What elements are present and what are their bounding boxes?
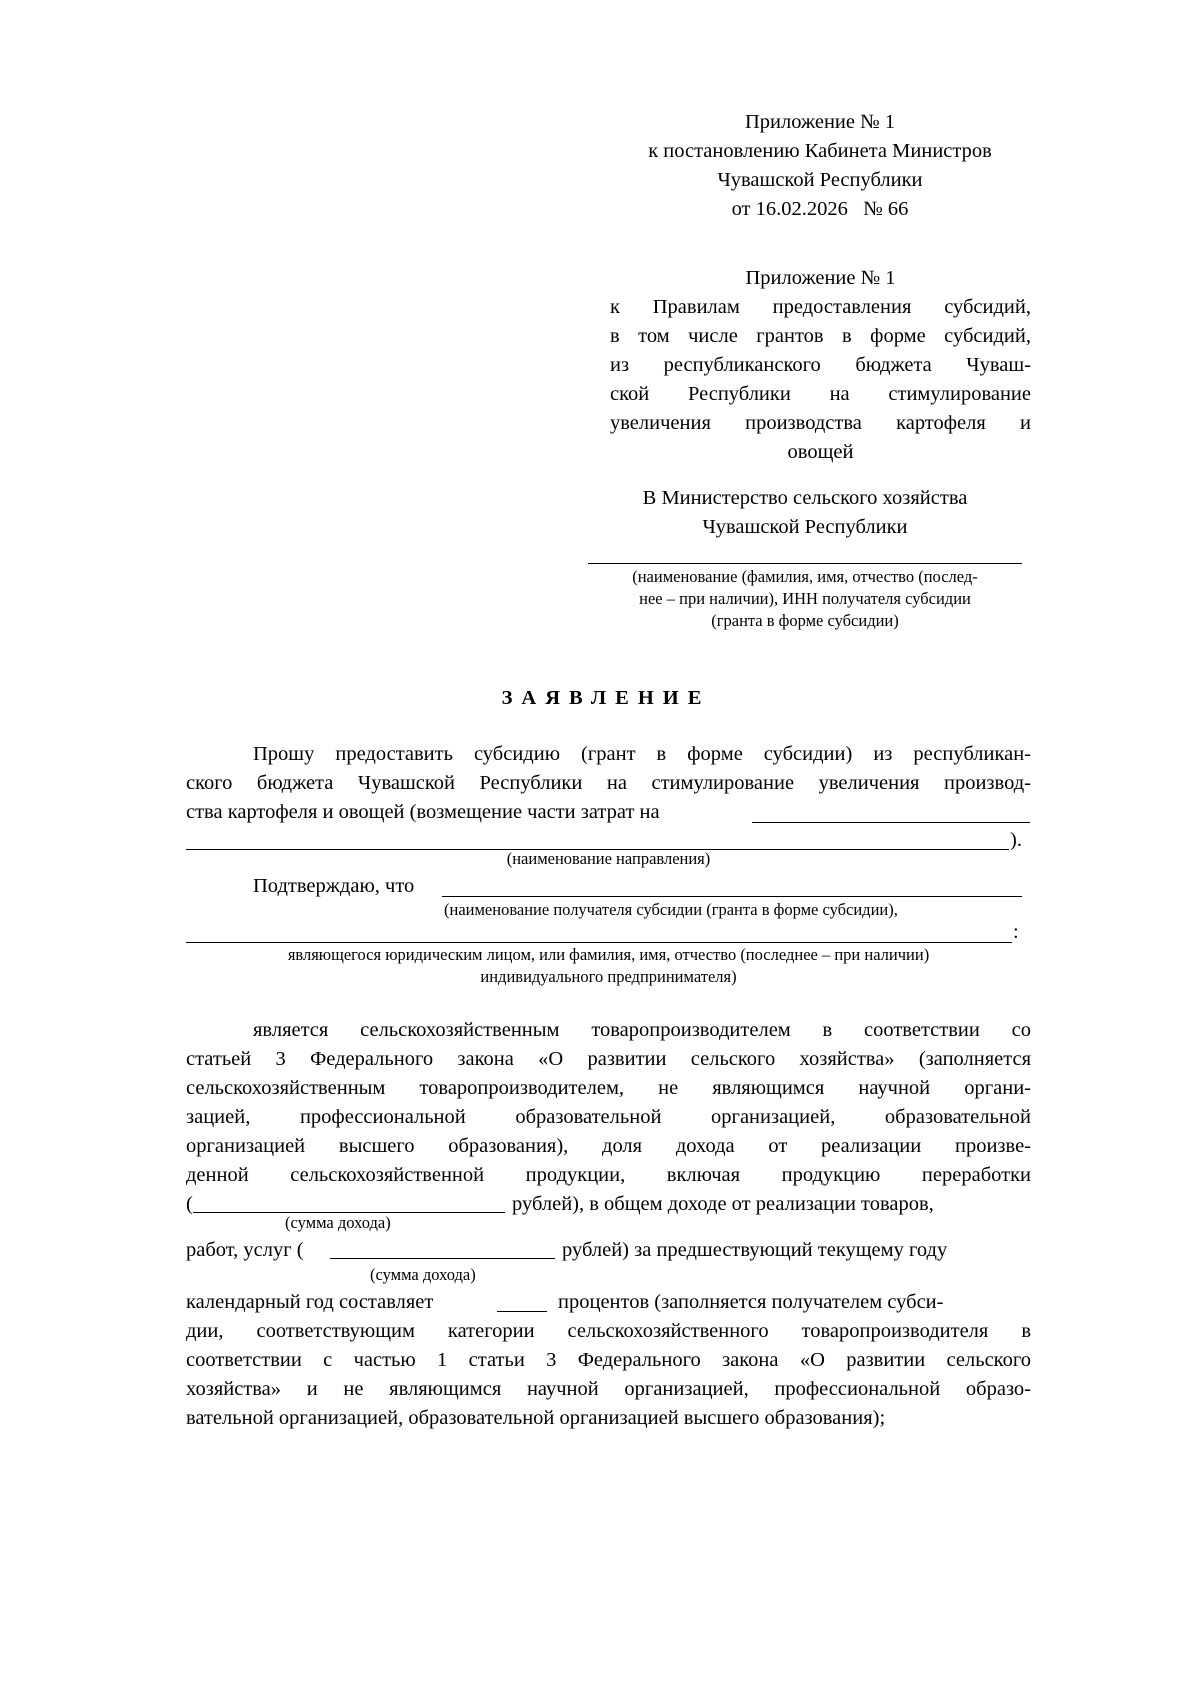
caption-line: являющегося юридическим лицом, или фамилия, имя, отчество (последнее – при наличии): [287, 945, 930, 964]
confirm-label: Подтверждаю, что: [253, 875, 415, 897]
direction-field-1[interactable]: [752, 822, 1030, 823]
works-start: работ, услуг (: [186, 1239, 304, 1261]
recipient-caption: (наименование получателя субсидии (гранта в форме субсидии),: [444, 900, 898, 919]
resolution-reference: к постановлению Кабинета Министров: [648, 140, 992, 162]
rules-line: из республиканского бюджета Чуваш-: [610, 354, 1031, 376]
body-paragraph: [186, 1016, 1031, 1190]
income-open: (: [186, 1193, 193, 1215]
ministry-name: В Министерство сельского хозяйства: [642, 487, 968, 509]
caption-line: нее – при наличии), ИНН получателя субсидии: [639, 589, 971, 608]
body-line: является сельскохозяйственным товаропроизводителем в соответствии со: [253, 1019, 1031, 1041]
tail-line: соответствии с частью 1 статьи 3 Федерального закона «О развитии сельского: [186, 1349, 1031, 1371]
rules-attachment-number: Приложение № 1: [745, 267, 896, 289]
resolution-date: от 16.02.2026 № 66: [731, 198, 909, 220]
caption-line: (наименование (фамилия, имя, отчество (послед-: [632, 567, 978, 586]
rules-line-last: овощей: [787, 441, 854, 463]
recipient-caption-2: [186, 944, 1031, 988]
direction-caption: (наименование направления): [506, 849, 711, 868]
attachment-header: [610, 108, 1030, 224]
works-rest: рублей) за предшествующий текущему году: [562, 1239, 948, 1261]
rules-line: в том числе грантов в форме субсидий,: [610, 325, 1031, 347]
income-caption: (сумма дохода): [285, 1213, 391, 1232]
income-rest: рублей), в общем доходе от реализации товаров,: [512, 1193, 934, 1215]
applicant-name-line[interactable]: [588, 563, 1022, 564]
body-line: денной сельскохозяйственной продукции, включая продукцию переработки: [186, 1164, 1031, 1186]
body-line: сельскохозяйственным товаропроизводителем, не являющимся научной органи-: [186, 1077, 1031, 1099]
caption-line: (гранта в форме субсидии): [711, 611, 899, 630]
request-line: ского бюджета Чувашской Республики на стимулирование увеличения производ-: [186, 772, 1031, 794]
percent-field[interactable]: [497, 1311, 547, 1312]
document-title: ЗАЯВЛЕНИЕ: [501, 687, 711, 709]
body-line: организацией высшего образования), доля дохода от реализации произве-: [186, 1135, 1031, 1157]
tail-line: хозяйства» и не являющимся научной организацией, профессиональной образо-: [186, 1378, 1031, 1400]
recipient-name-field-2[interactable]: [186, 942, 1012, 943]
rules-line: увеличения производства картофеля и: [610, 412, 1031, 434]
applicant-caption: [580, 566, 1030, 632]
tail-line-last: вательной организацией, образовательной организацией высшего образования);: [186, 1407, 886, 1429]
tail-line: дии, соответствующим категории сельскохозяйственного товаропроизводителя в: [186, 1320, 1031, 1342]
recipient-name-field[interactable]: [442, 896, 1022, 897]
request-paragraph: [186, 740, 1031, 798]
works-caption: (сумма дохода): [370, 1265, 476, 1284]
attachment-number: Приложение № 1: [744, 111, 896, 133]
request-close: ).: [1010, 829, 1022, 851]
caption-line: индивидуального предпринимателя): [480, 967, 737, 986]
republic-name: Чувашской Республики: [717, 169, 923, 191]
body-tail: [186, 1317, 1031, 1433]
rules-line: ской Республики на стимулирование: [610, 383, 1031, 405]
pct-rest: процентов (заполняется получателем субси-: [558, 1291, 944, 1313]
ministry-republic: Чувашской Республики: [702, 516, 908, 538]
works-amount-field[interactable]: [330, 1258, 555, 1259]
recipient-colon: :: [1013, 921, 1019, 943]
pct-start: календарный год составляет: [186, 1291, 434, 1313]
request-line: ства картофеля и овощей (возмещение части затрат на: [186, 801, 660, 823]
body-line: статьей 3 Федерального закона «О развитии сельского хозяйства» (заполняется: [186, 1048, 1031, 1070]
body-line: зацией, профессиональной образовательной организацией, образовательной: [186, 1106, 1031, 1128]
request-line: Прошу предоставить субсидию (грант в форме субсидии) из республикан-: [253, 743, 1031, 765]
rules-line: к Правилам предоставления субсидий,: [610, 296, 1031, 318]
addressee: [590, 484, 1020, 542]
rules-attachment-header: [610, 264, 1031, 467]
